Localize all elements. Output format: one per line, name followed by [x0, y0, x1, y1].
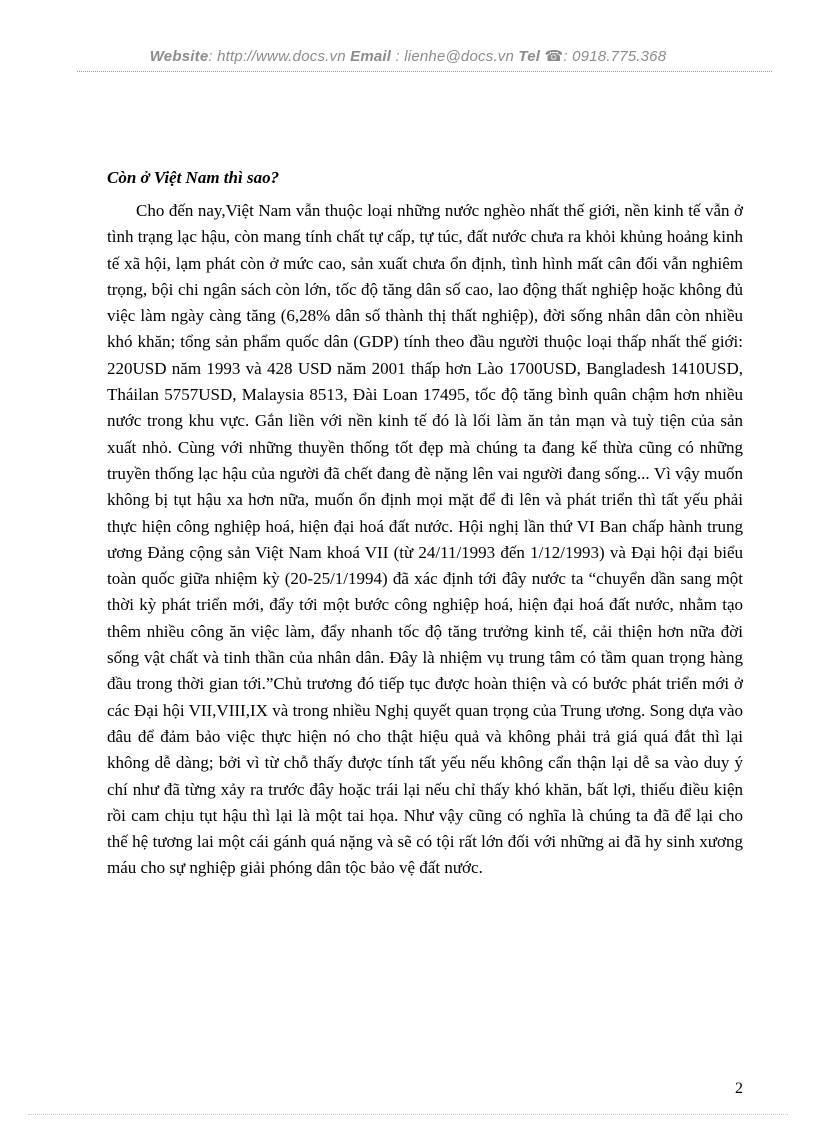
- website-label: Website: [149, 48, 209, 65]
- section-heading: Còn ở Việt Nam thì sao?: [107, 168, 280, 187]
- page-header: [0, 47, 816, 65]
- header-divider: [77, 71, 772, 72]
- tel-number: : 0918.775.368: [563, 48, 667, 65]
- website-url: : http://www.docs.vn: [208, 48, 351, 65]
- page-number: 2: [735, 1080, 743, 1097]
- email-label: Email: [350, 48, 392, 65]
- tel-label: Tel: [518, 48, 541, 65]
- body-paragraph: Cho đến nay,Việt Nam vẫn thuộc loại những nước nghèo nhất thế giới, nền kinh tế vẫn ở tình trạng lạc hậu, còn mang tính chất tự cấp, tự túc, đất nước chưa ra khỏi khủng hoảng kinh tế xã hội, lạm phát còn ở mức cao, sản xuất chưa ổn định, tình hình mất cân đối vẫn nghiêm trọng, bội chi ngân sách còn lớn, tốc độ tăng dân số cao, lao động thất nghiệp hoặc không đủ việc làm ngày càng tăng (6,28% dân số thành thị thất nghiệp), đời sống nhân dân còn nhiều khó khăn; tổng sản phẩm quốc dân (GDP) tính theo đầu người thuộc loại thấp nhất thế giới: 220USD năm 1993 và 428 USD năm 2001 thấp hơn Lào 1700USD, Bangladesh 1410USD, Tháilan 5757USD, Malaysia 8513, Đài Loan 17495, tốc độ tăng bình quân chậm hơn nhiều nước trong khu vực. Gắn liền với nền kinh tế đó là lối làm ăn tản mạn và tuỳ tiện của sản xuất nhỏ. Cùng với những thuyền thống tốt đẹp mà chúng ta đang kế thừa cũng có những truyền thống lạc hậu của người đã chết đang đè nặng lên vai người đang sống... Vì vậy muốn không bị tụt hậu xa hơn nữa, muốn ổn định mọi mặt để đi lên và phát triển thì tất yếu phải thực hiện công nghiệp hoá, hiện đại hoá đất nước. Hội nghị lần thứ VI Ban chấp hành trung ương Đảng cộng sản Việt Nam khoá VII (từ 24/11/1993 đến 1/12/1993) và Đại hội đại biểu toàn quốc giữa nhiệm kỳ (20-25/1/1994) đã xác định tới đây nước ta “chuyển dần sang một thời kỳ phát triển mới, đẩy tới một bước công nghiệp hoá, hiện đại hoá đất nước, nhằm tạo thêm nhiều công ăn việc làm, đẩy nhanh tốc độ tăng trưởng kinh tế, cải thiện hơn nữa đời sống vật chất và tinh thần của nhân dân. Đây là nhiệm vụ trung tâm có tầm quan trọng hàng đầu trong thời gian tới.”Chủ trương đó tiếp tục được hoàn thiện và có bước phát triển mới ở các Đại hội VII,VIII,IX và trong nhiều Nghị quyết quan trọng của Trung ương. Song dựa vào đâu để đảm bảo việc thực hiện nó cho thật hiệu quả và không phải trả giá quá đắt thì lại không dễ dàng; bởi vì từ chỗ thấy được tính tất yếu nếu không cẩn thận lại dễ sa vào duy ý chí như đã từng xảy ra trước đây hoặc trái lại nếu chỉ thấy khó khăn, bất lợi, thiếu điều kiện rồi cam chịu tụt hậu thì lại là một tai họa. Như vậy cũng có nghĩa là chúng ta đã để lại cho thế hệ tương lai một cái gánh quá nặng và sẽ có tội rất lớn đối với những ai đã hy sinh xương máu cho sự nghiệp giải phóng dân tộc bảo vệ đất nước.: [107, 201, 743, 878]
- email-address: : lienhe@docs.vn: [391, 48, 519, 65]
- document-body: [107, 165, 743, 882]
- footer-divider: [28, 1114, 788, 1115]
- phone-icon: ☎: [544, 48, 564, 65]
